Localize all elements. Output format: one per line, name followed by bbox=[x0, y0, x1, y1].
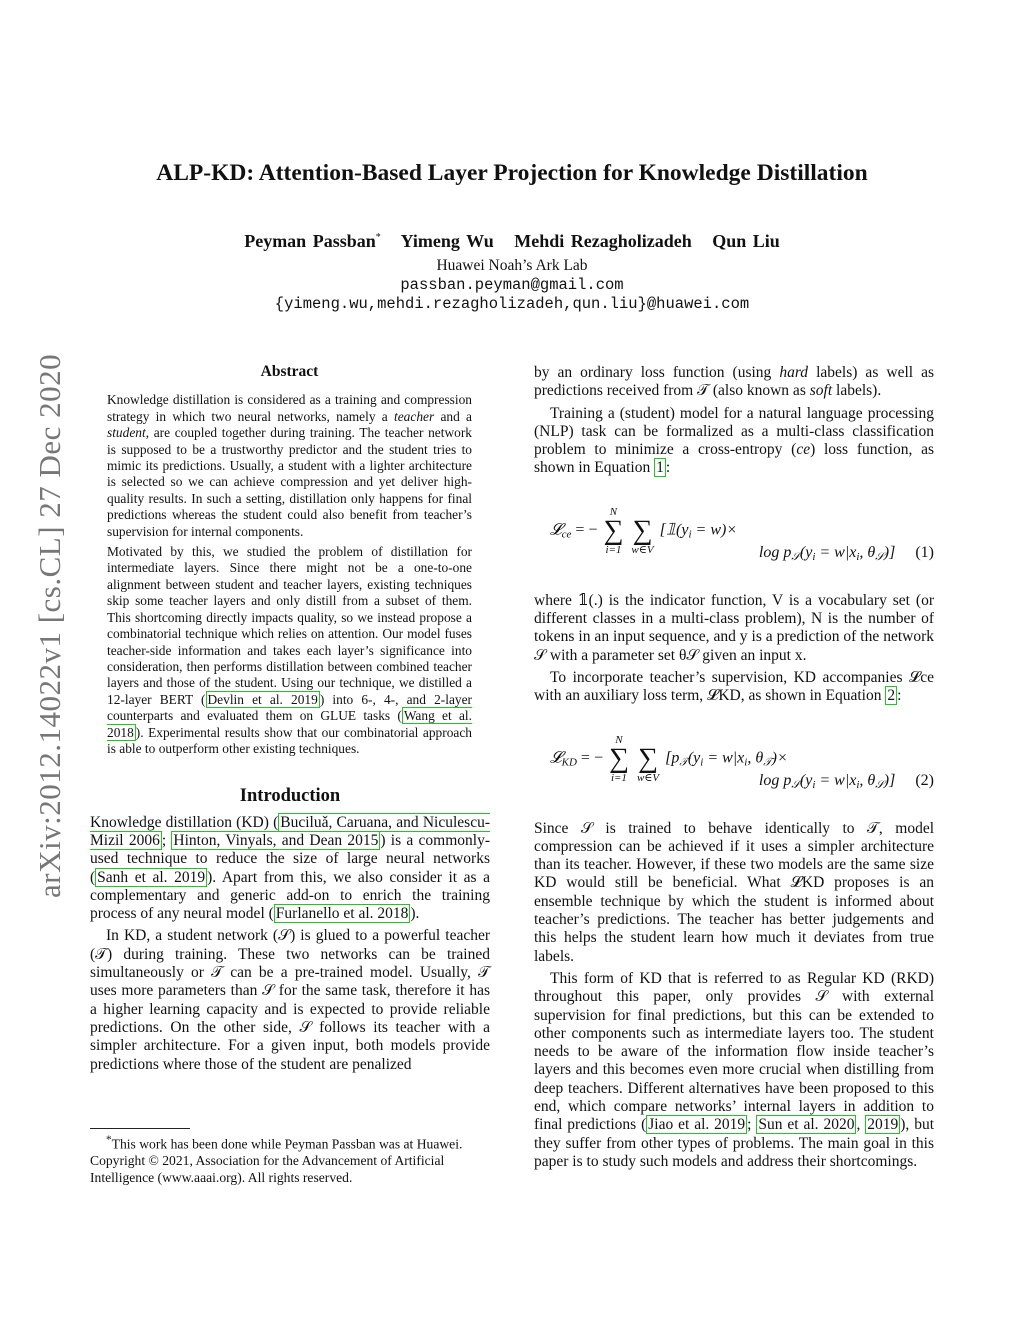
body-paragraph: Training a (student) model for a natural language processing (NLP) task can be formalized as a multi-class classification problem to minimize a cross-entropy (ce) loss function, as shown in Equation 1 : bbox=[534, 404, 934, 477]
section-heading-introduction: Introduction bbox=[239, 786, 341, 807]
right-column bbox=[534, 364, 934, 1175]
equation-ref-link[interactable]: 2 bbox=[887, 687, 896, 705]
author-footnote-mark: * bbox=[375, 232, 381, 243]
author-list bbox=[0, 231, 1024, 252]
author-name: Qun Liu bbox=[712, 231, 780, 251]
citation-link[interactable]: Buciluǎ, Caruana, and Niculescu-Mizil 2006 bbox=[90, 813, 490, 849]
body-paragraph: Since 𝒮 is trained to behave identically to 𝒯, model compression can be achieved if it uses a simpler architecture than its teacher. However, if these two models are the same size KD would still be beneficial. What 𝓛KD proposes is an ensemble technique by which the student is informed about teacher’s predictions. The teacher has better judgements and this helps the student learn how much it deviates from true labels. bbox=[534, 819, 934, 965]
equation-ref-link[interactable]: 1 bbox=[656, 459, 664, 477]
affiliation: Huawei Noah’s Ark Lab bbox=[436, 257, 588, 274]
summation-symbol: ∑ w∈V bbox=[636, 742, 660, 784]
equation-1: 𝓛$_{ce}$ = − N ∑ i=1 ∑ w∈V [$𝟙(y_i = w)\times$ $\log p_𝒮(y_i = w|x_i$, $\theta_𝒮$)] (1) bbox=[550, 505, 934, 563]
citation-link[interactable]: Wang et al. 2018 bbox=[107, 708, 472, 740]
footnote bbox=[90, 1128, 490, 1186]
abstract-paragraph: Knowledge distillation is considered as a training and compression strategy in which two neural networks, namely a teacher and a student, are coupled together during training. The teacher network is supposed to be a trustworthy predictor and the student tries to mimic its predictions. Usually, a student with a lighter architecture is selected so we can achieve compression and yet deliver high-quality results. In such a setting, distillation only happens for final predictions whereas the student could also benefit from teacher’s supervision for internal components. bbox=[107, 392, 472, 539]
citation-link[interactable]: Hinton, Vinyals, and Dean 2015 bbox=[173, 831, 379, 849]
author-name: Mehdi Rezagholizadeh bbox=[514, 231, 692, 251]
equation-number: (2) bbox=[915, 771, 934, 789]
citation-link[interactable]: Sun et al. 2020 bbox=[758, 1116, 855, 1134]
summation-symbol: ∑ w∈V bbox=[631, 514, 654, 556]
footnote-rule bbox=[90, 1128, 190, 1129]
citation-link[interactable]: Devlin et al. 2019 bbox=[207, 691, 318, 707]
author-name: Yimeng Wu bbox=[400, 231, 494, 251]
body-paragraph: where 𝟙(.) is the indicator function, V is a vocabulary set (or different classes in a multi-class problem), N is the number of tokens in an input sequence, and y is a prediction of the network 𝒮 with a parameter set θ𝒮 given an input x. bbox=[534, 591, 934, 664]
equation-number: (1) bbox=[915, 543, 934, 561]
summation-symbol: N ∑ i=1 bbox=[603, 505, 624, 556]
abstract-paragraph: Motivated by this, we studied the problem of distillation for intermediate layers. Since there might not be a one-to-one alignment between student and teacher layers, existing techniques skip some teacher layers and only distill from a subset of them. This shortcoming directly impacts quality, so we instead propose a combinatorial technique which relies on attention. Our model fuses teacher-side information and takes each layer’s significance into consideration, then performs distillation between combined teacher layers and those of the student. Using our technique, we distilled a 12-layer BERT ( Devlin et al. 2019 ) into 6-, 4-, and 2-layer counterparts and evaluated them on GLUE tasks ( Wang et al. 2018 ). Experimental results show that our combinatorial approach is able to outperform other existing techniques. bbox=[107, 544, 472, 756]
abstract-heading: Abstract bbox=[260, 363, 319, 380]
abstract bbox=[107, 364, 472, 757]
email-group[interactable]: {yimeng.wu,mehdi.rezagholizadeh,qun.liu}@huawei.com bbox=[274, 295, 750, 313]
body-paragraph: To incorporate teacher’s supervision, KD accompanies 𝓛ce with an auxiliary loss term, 𝓛KD, as shown in Equation 2 : bbox=[534, 668, 934, 705]
citation-link[interactable]: Furlanello et al. 2018 bbox=[275, 905, 409, 923]
citation-link[interactable]: Jiao et al. 2019 bbox=[648, 1116, 746, 1134]
copyright-notice: Copyright © 2021, Association for the Advancement of Artificial Intelligence (www.aaai.org). All rights reserved. bbox=[90, 1153, 445, 1185]
body-paragraph: Knowledge distillation (KD) ( Buciluǎ, Caruana, and Niculescu-Mizil 2006 ; Hinton, Vinyals, and Dean 2015 ) is a commonly-used technique to reduce the size of large neural networks ( Sanh et al. 2019 ). Apart from this, we also consider it as a complementary and generic add-on to enrich the training process of any neural model ( Furlanello et al. 2018 ). bbox=[90, 813, 490, 923]
footnote-text: *This work has been done while Peyman Passban was at Huawei. bbox=[106, 1134, 463, 1152]
summation-symbol: N ∑ i=1 bbox=[608, 733, 629, 784]
author-name: Peyman Passban bbox=[244, 231, 376, 251]
citation-link[interactable]: Sanh et al. 2019 bbox=[97, 868, 206, 886]
body-paragraph: In KD, a student network (𝒮) is glued to a powerful teacher (𝒯) during training. These two networks can be trained simultaneously or 𝒯 can be a pre-trained model. Usually, 𝒯 uses more parameters than 𝒮 for the same task, therefore it has a higher learning capacity and is expected to provide reliable predictions. On the other side, 𝒮 follows its teacher with a simpler architecture. For a given input, both models provide predictions where those of the student are penalized bbox=[90, 927, 490, 1073]
body-paragraph: by an ordinary loss function (using hard labels) as well as predictions received from 𝒯 (also known as soft labels). bbox=[534, 364, 934, 400]
body-paragraph: This form of KD that is referred to as Regular KD (RKD) throughout this paper, only provides 𝒮 with external supervision for final predictions, but this can be extended to other components such as intermediate layers too. The student needs to be aware of the information flow inside teacher’s layers and this becomes even more crucial when distilling from deep teachers. Different alternatives have been proposed to this end, which compare networks’ internal layers in addition to final predictions ( Jiao et al. 2019 ; Sun et al. 2020 , 2019 ), but they suffer from other types of problems. The main goal in this paper is to study such models and address their shortcomings. bbox=[534, 969, 934, 1170]
arxiv-identifier: arXiv:2012.14022v1 [cs.CL] 27 Dec 2020 bbox=[32, 353, 67, 898]
paper-title: ALP-KD: Attention-Based Layer Projection for Knowledge Distillation bbox=[156, 160, 868, 186]
citation-link[interactable]: 2019 bbox=[867, 1116, 899, 1134]
equation-2: 𝓛$_{KD}$ = − N ∑ i=1 ∑ w∈V [$p_𝒯(y_i = w|x_i$, $\theta_𝒯)\times$ $\log p_𝒮(y_i = w|x_i$, $\theta_𝒮$)] (2) bbox=[550, 733, 934, 791]
left-column bbox=[90, 364, 490, 1078]
email-personal[interactable]: passban.peyman@gmail.com bbox=[400, 276, 624, 294]
